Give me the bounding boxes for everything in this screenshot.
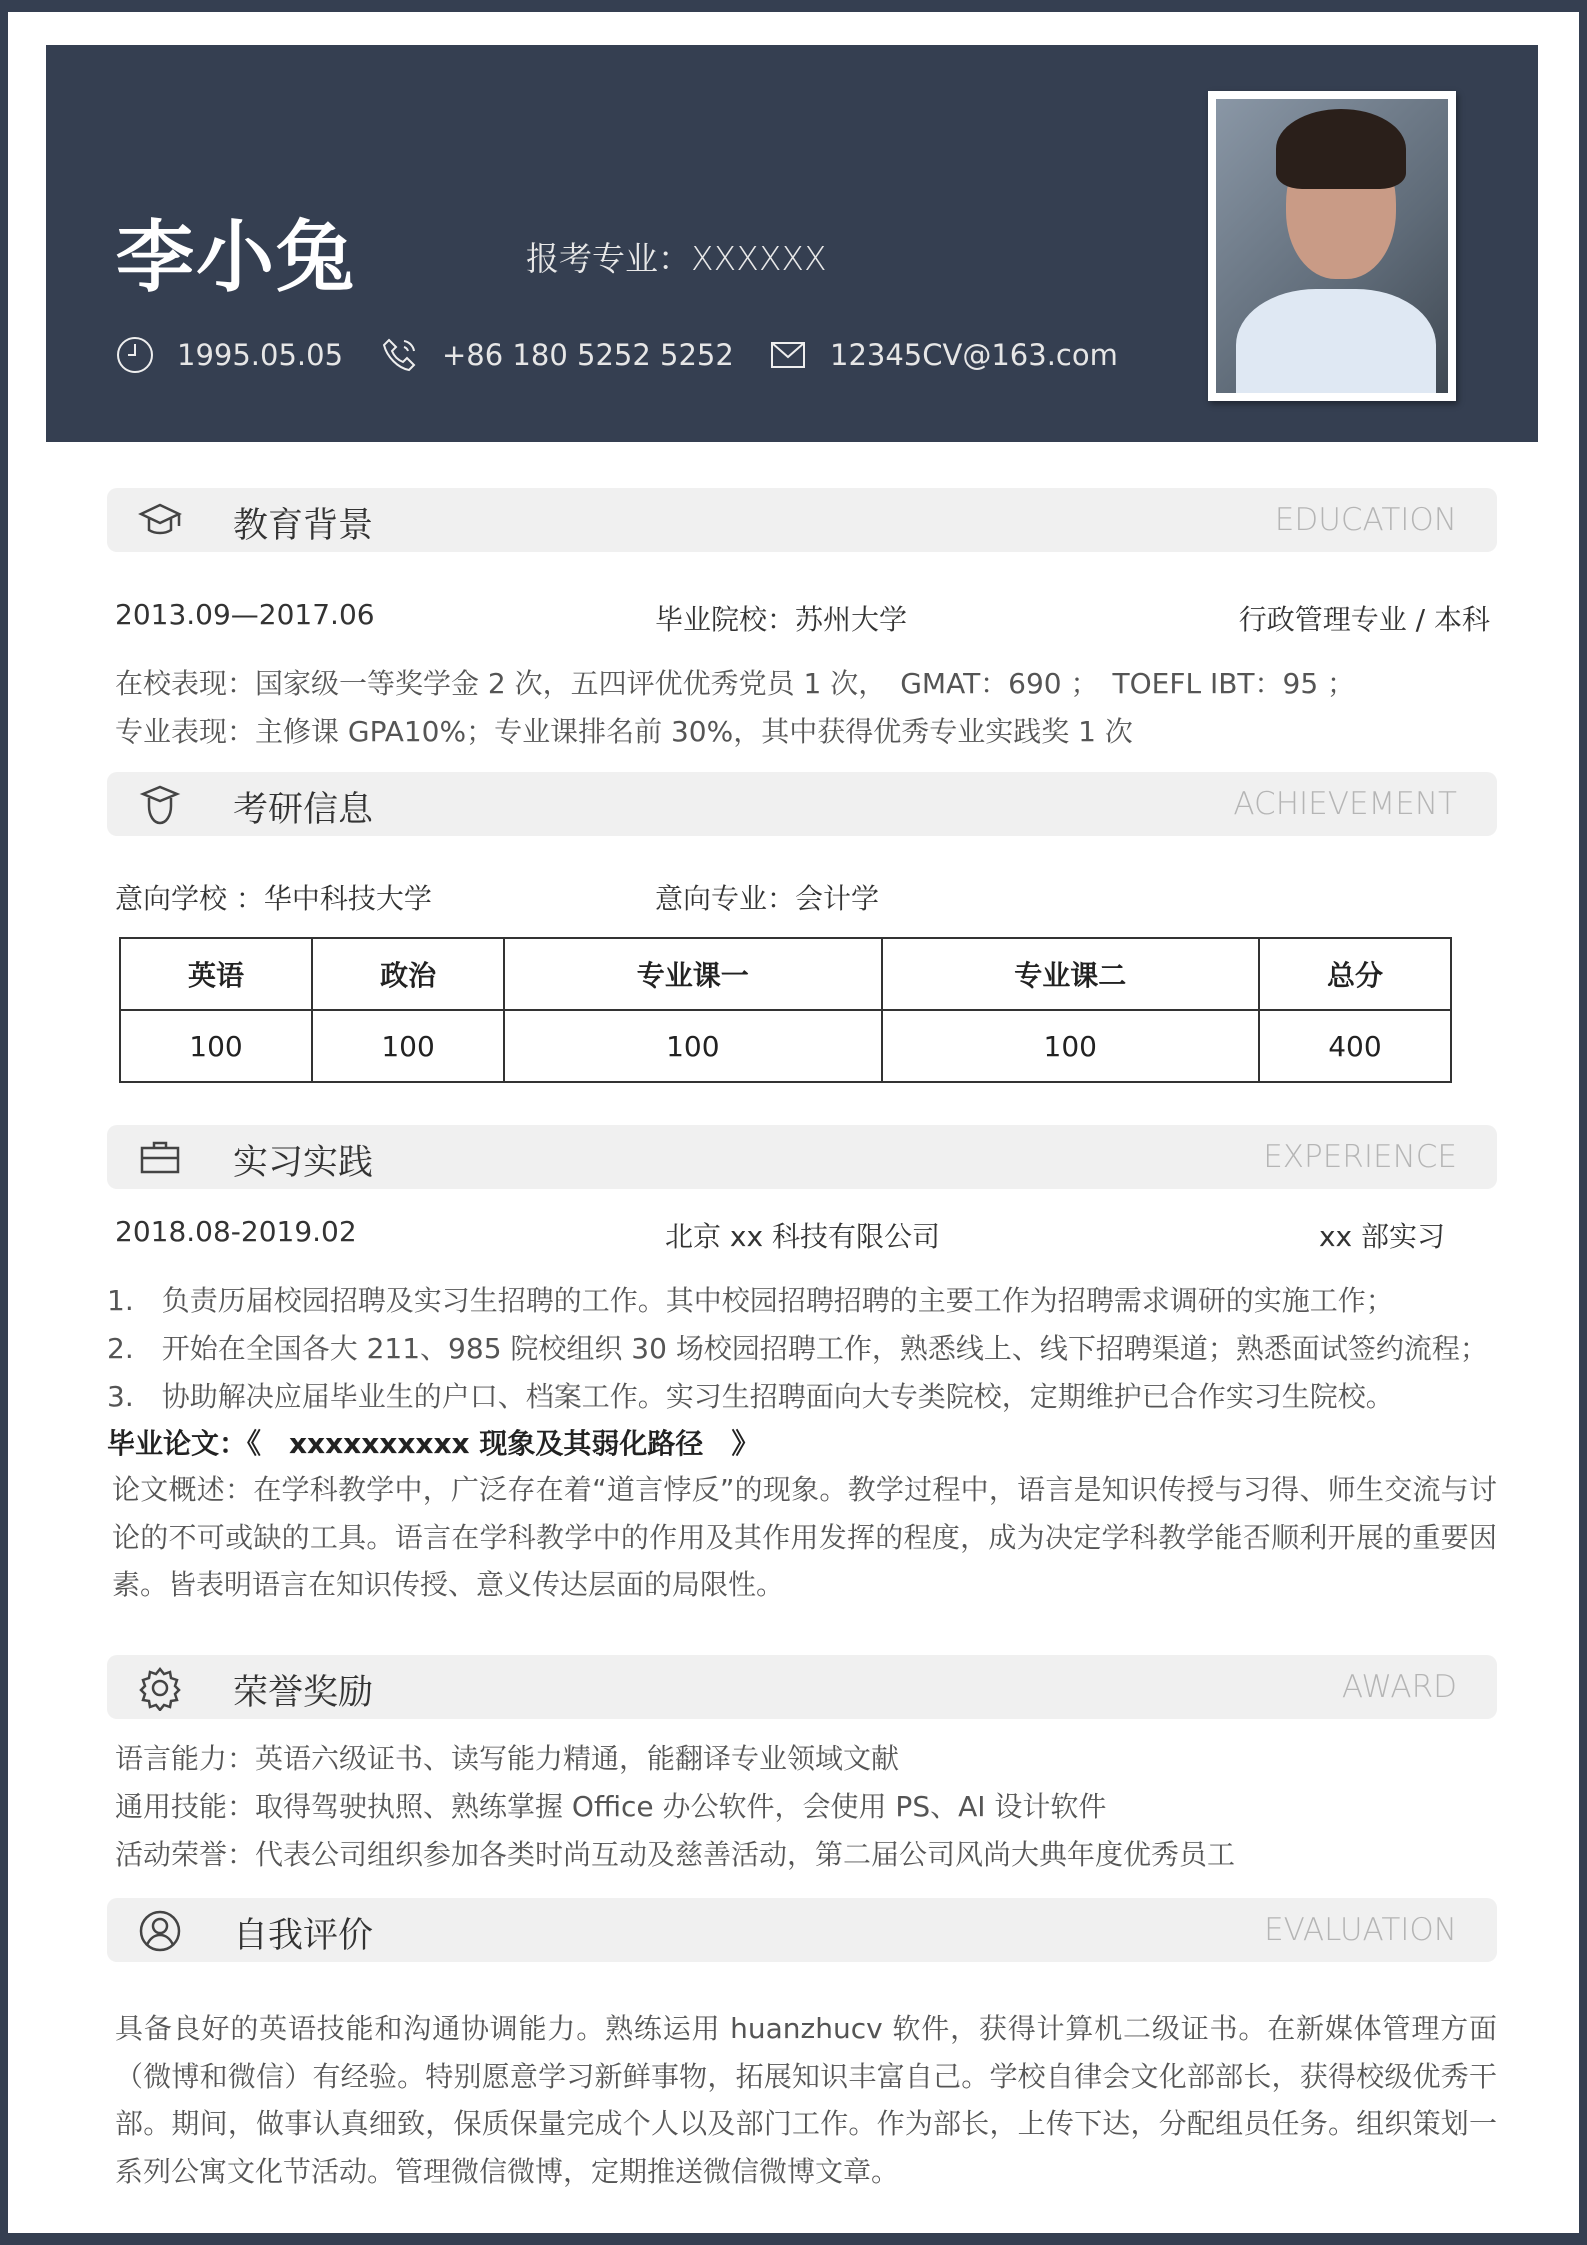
birth-date <box>115 335 343 375</box>
email-text: 12345CV@163.com <box>830 338 1118 372</box>
education-degree: 行政管理专业 / 本科 <box>1238 603 1490 636</box>
award-line: 活动荣誉：代表公司组织参加各类时尚互动及慈善活动，第二届公司风尚大典年度优秀员工 <box>115 1838 1236 1871</box>
section-title: 教育背景 <box>233 506 374 546</box>
table-cell: 100 <box>882 1010 1259 1082</box>
table-header: 政治 <box>312 938 504 1010</box>
education-school: 毕业院校：苏州大学 <box>655 603 908 636</box>
candidate-name: 李小兔 <box>116 213 357 303</box>
education-line: 在校表现：国家级一等奖学金 2 次，五四评优优秀党员 1 次， GMAT：690 ； TOEFL IBT：95 ； <box>115 667 1356 700</box>
profile-photo <box>1208 91 1456 401</box>
list-item: 3. 协助解决应届毕业生的户口、档案工作。实习生招聘面向大专类院校，定期维护已合作实习生院校。 <box>107 1380 1394 1413</box>
section-header-education <box>107 488 1497 552</box>
award-line: 通用技能：取得驾驶执照、熟练掌握 Office 办公软件，会使用 PS、AI 设计软件 <box>115 1790 1107 1823</box>
section-title-en: EXPERIENCE <box>1263 1139 1457 1175</box>
experience-period: 2018.08-2019.02 <box>115 1215 357 1248</box>
phone <box>380 335 734 375</box>
graduate-avatar-icon <box>137 782 183 828</box>
section-title-en: ACHIEVEMENT <box>1233 786 1457 822</box>
thesis-title: 毕业论文：《 xxxxxxxxxx 现象及其弱化路径 》 <box>107 1427 760 1460</box>
phone-icon <box>380 335 420 375</box>
mail-icon <box>768 335 808 375</box>
target-major: 报考专业：XXXXXX <box>526 239 827 278</box>
list-item: 1. 负责历届校园招聘及实习生招聘的工作。其中校园招聘招聘的主要工作为招聘需求调研的实施工作； <box>107 1284 1394 1317</box>
section-header-experience <box>107 1125 1497 1189</box>
section-title-en: AWARD <box>1341 1669 1457 1705</box>
education-period: 2013.09—2017.06 <box>115 598 375 631</box>
table-header: 专业课二 <box>882 938 1259 1010</box>
table-cell: 100 <box>312 1010 504 1082</box>
education-line: 专业表现：主修课 GPA10%；专业课排名前 30%，其中获得优秀专业实践奖 1 次 <box>115 715 1133 748</box>
user-icon <box>137 1908 183 1954</box>
table-cell: 400 <box>1259 1010 1451 1082</box>
table-cell: 100 <box>504 1010 881 1082</box>
score-table <box>119 937 1452 1083</box>
target-school: 意向学校 ：华中科技大学 <box>115 882 432 915</box>
award-line: 语言能力：英语六级证书、读写能力精通，能翻译专业领域文献 <box>115 1742 900 1775</box>
resume-header <box>46 45 1538 442</box>
section-title-en: EVALUATION <box>1264 1912 1457 1948</box>
section-title: 考研信息 <box>233 790 374 830</box>
table-cell: 100 <box>120 1010 312 1082</box>
section-title-en: EDUCATION <box>1274 502 1457 538</box>
section-title: 实习实践 <box>233 1143 374 1183</box>
section-header-award <box>107 1655 1497 1719</box>
table-row <box>120 1010 1451 1082</box>
gear-icon <box>137 1665 183 1711</box>
table-header: 英语 <box>120 938 312 1010</box>
email <box>768 335 1118 375</box>
briefcase-icon <box>137 1135 183 1181</box>
clock-icon <box>115 335 155 375</box>
phone-text: +86 180 5252 5252 <box>442 338 734 372</box>
section-header-exam <box>107 772 1497 836</box>
section-header-evaluation <box>107 1898 1497 1962</box>
section-title: 荣誉奖励 <box>233 1673 374 1713</box>
table-header: 总分 <box>1259 938 1451 1010</box>
table-header: 专业课一 <box>504 938 881 1010</box>
list-item: 2. 开始在全国各大 211、985 院校组织 30 场校园招聘工作，熟悉线上、线下招聘渠道；熟悉面试签约流程； <box>107 1332 1488 1365</box>
self-evaluation-text: 具备良好的英语技能和沟通协调能力。熟练运用 huanzhucv 软件，获得计算机二级证书。在新媒体管理方面（微博和微信）有经验。特别愿意学习新鲜事物，拓展知识丰富自己。学校自律会文化部部长，获得校级优秀干部。期间，做事认真细致，保质保量完成个人以及部门工作。作为部长，上传下达，分配组员任务。组织策划一系列公寓文化节活动。管理微信微博，定期推送微信微博文章。 <box>115 2012 1497 2188</box>
graduation-cap-icon <box>137 498 183 544</box>
section-title: 自我评价 <box>233 1916 374 1956</box>
experience-role: xx 部实习 <box>1318 1220 1445 1253</box>
target-major-exam: 意向专业：会计学 <box>655 882 880 915</box>
experience-company: 北京 xx 科技有限公司 <box>665 1220 940 1253</box>
thesis-abstract: 论文概述：在学科教学中，广泛存在着“道言悖反”的现象。教学过程中，语言是知识传授与习得、师生交流与讨论的不可或缺的工具。语言在学科教学中的作用及其作用发挥的程度，成为决定学科教学能否顺利开展的重要因素。皆表明语言在知识传授、意义传达层面的局限性。 <box>112 1473 1497 1601</box>
birth-text: 1995.05.05 <box>177 338 344 372</box>
table-header-row <box>120 938 1451 1010</box>
